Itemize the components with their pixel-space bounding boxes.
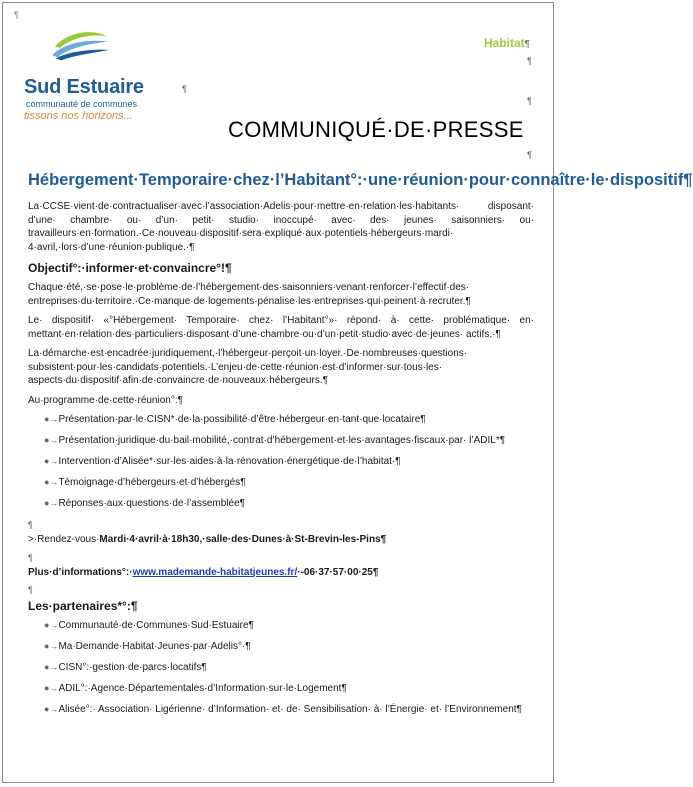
partner-item: ●→Ma·Demande·Habitat·Jeunes·par·Adelis°·¶ bbox=[44, 641, 251, 652]
pilcrow-mark: ¶ bbox=[14, 10, 19, 20]
article-body bbox=[28, 170, 693, 724]
partner-item: ●→Alisée°:· Association· Ligérienne· d’Information· et· de· Sensibilisation· à· l’Énergie· et· l’Environnement¶ bbox=[44, 704, 522, 715]
program-item: ●→Présentation·juridique·du·bail·mobilité,·contrat·d’hébergement·et·les·avantages·fiscaux·par· l’ADIL*¶ bbox=[44, 435, 506, 446]
body-paragraph: Le· dispositif· «°Hébergement· Temporaire· chez· l’Habitant°»· répond· à· cette· problématique· en· mettant·en·relation·des·particuliers·disposant·d’une·chambre·ou·d’un·petit·studio·avec·de·jeunes· actifs.·¶ bbox=[28, 315, 534, 340]
body-paragraph: La·démarche·est·encadrée·juridiquement,·l’hébergeur·perçoit·un·loyer.·De·nombreuses·questions· subsistent·pour·les·candidats·potentiels.·L’enjeu·de·cette·réunion·est·d’informer·sur·tous·les· aspects·du·dispositif·afin·de·convaincre·de·nouveaux·hébergeurs.¶ bbox=[28, 348, 468, 386]
rendezvous-line: >·Rendez-vous·Mardi·4·avril·à·18h30,·salle·des·Dunes·à·St-Brevin-les-Pins¶ bbox=[28, 534, 387, 545]
bullet-arrow-icon: ●→ bbox=[44, 641, 59, 651]
category-label: Habitat¶ bbox=[484, 36, 531, 50]
logo-subtitle: communauté de communes bbox=[26, 99, 138, 109]
program-item: ●→Présentation·par·le·CISN*·de·la·possibilité·d’être·hébergeur·en·tant·que·locataire¶ bbox=[44, 414, 426, 425]
program-list bbox=[28, 413, 534, 510]
bullet-arrow-icon: ●→ bbox=[44, 414, 59, 424]
empty-paragraph: ¶ bbox=[28, 520, 33, 530]
pilcrow-mark: ¶ bbox=[527, 56, 532, 66]
more-info-line: Plus·d’informations°:·www.mademande-habitatjeunes.fr/·-06·37·57·00·25¶ bbox=[28, 566, 379, 578]
sud-estuaire-logo bbox=[26, 26, 146, 78]
partners-title: Les·partenaires*°:¶ bbox=[28, 599, 138, 613]
bullet-arrow-icon: ●→ bbox=[44, 620, 59, 630]
empty-paragraph: ¶ bbox=[28, 585, 33, 595]
logo-tagline: tissons nos horizons... bbox=[24, 110, 133, 122]
body-paragraph: Chaque·été,·se·pose·le·problème·de·l’hébergement·des·saisonniers·venant·renforcer·l’effectif·des· entreprises·du·territoire.·Ce·manque·de·logements·pénalise·les·entreprises·qui·peinent·à·recruter.¶ bbox=[28, 282, 471, 307]
partner-item: ●→ADIL°:·Agence·Départementales·d’Information·sur·le·Logement¶ bbox=[44, 683, 347, 694]
pilcrow-mark: ¶ bbox=[527, 96, 532, 106]
logo-name: Sud Estuaire bbox=[24, 76, 144, 98]
pilcrow-mark: ¶ bbox=[527, 150, 532, 160]
intro-paragraph: La·CCSE·vient·de·contractualiser·avec·l’association·Adelis·pour·mettre·en·relation·les·habitants· disposant· d’une· chambre· ou· d’un· petit· studio· inoccupé· avec· des· jeunes· saisonniers· ou· travailleurs·en·formation.·Ce·nouveau·dispositif·sera·expliqué·aux·potentiels·hébergeurs·mardi· 4·avril,·lors·d’une·réunion·publique.·¶ bbox=[28, 201, 534, 253]
bullet-arrow-icon: ●→ bbox=[44, 435, 59, 445]
partner-item: ●→CISN°:·gestion·de·parcs·locatifs¶ bbox=[44, 662, 207, 673]
website-link[interactable]: www.mademande-habitatjeunes.fr/ bbox=[132, 566, 298, 578]
partner-item: ●→Communauté·de·Communes·Sud·Estuaire¶ bbox=[44, 620, 254, 631]
bullet-arrow-icon: ●→ bbox=[44, 498, 59, 508]
bullet-arrow-icon: ●→ bbox=[44, 456, 59, 466]
program-item: ●→Intervention·d’Alisée*·sur·les·aides·à·la·rénovation·énergétique·de·l’habitat·¶ bbox=[44, 456, 401, 467]
bullet-arrow-icon: ●→ bbox=[44, 683, 59, 693]
section-title: Objectif°:·informer·et·convaincre°!¶ bbox=[28, 261, 232, 275]
page-title: COMMUNIQUÉ·DE·PRESSE bbox=[228, 117, 524, 142]
bullet-arrow-icon: ●→ bbox=[44, 477, 59, 487]
program-item: ●→Réponses·aux·questions·de·l’assemblée¶ bbox=[44, 498, 246, 509]
partners-list bbox=[28, 619, 534, 716]
program-label: Au·programme·de·cette·réunion°:¶ bbox=[28, 394, 183, 406]
program-item: ●→Témoignage·d’hébergeurs·et·d’hébergés¶ bbox=[44, 477, 246, 488]
bullet-arrow-icon: ●→ bbox=[44, 704, 59, 714]
article-headline: Hébergement·Temporaire·chez·l’Habitant°:·une·réunion·pour·connaître·le·dispositif¶ bbox=[28, 171, 693, 189]
empty-paragraph: ¶ bbox=[28, 552, 33, 563]
bullet-arrow-icon: ●→ bbox=[44, 662, 59, 672]
pilcrow-mark: ¶ bbox=[182, 84, 187, 94]
